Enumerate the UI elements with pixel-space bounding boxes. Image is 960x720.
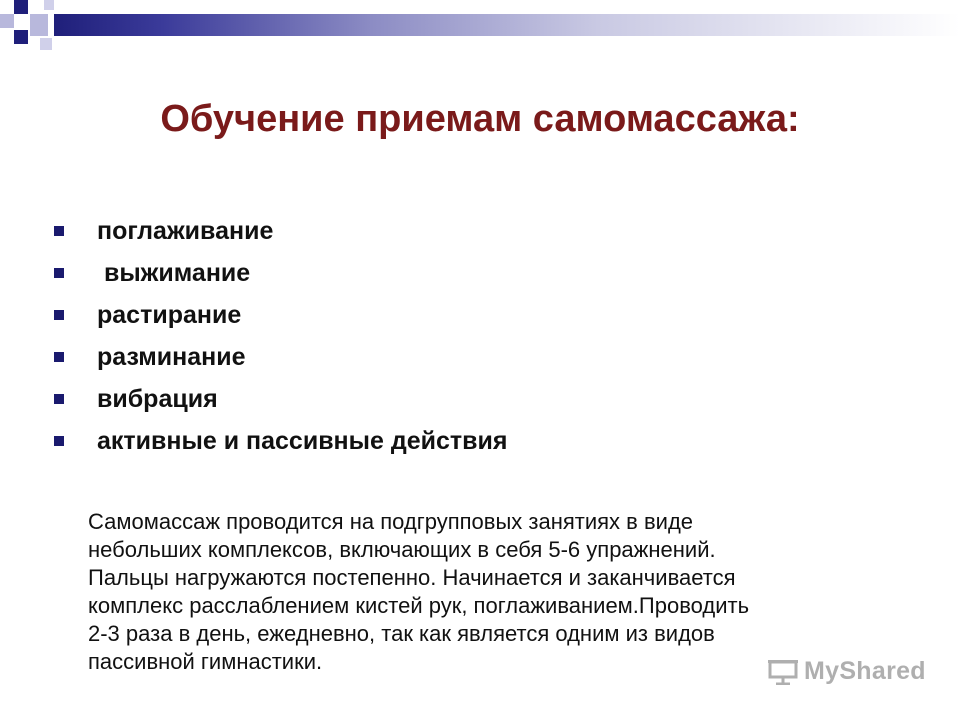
presentation-board-icon	[768, 659, 798, 685]
description-paragraph: Самомассаж проводится на подгрупповых занятиях в виде небольших комплексов, включающих в себя 5-6 упражнений. Пальцы нагружаются постепенно. Начинается и заканчивается комплекс расслаблением кистей рук, поглаживанием.Проводить 2-3 раза в день, ежедневно, так как является одним из видов пассивной гимнастики.	[88, 509, 750, 674]
square-bullet-icon	[54, 352, 64, 362]
bullet-text: активные и пассивные действия	[97, 426, 508, 455]
slide-title: Обучение приемам самомассажа:	[160, 98, 800, 140]
bullet-list	[54, 210, 507, 462]
list-item	[54, 210, 507, 252]
top-gradient-bar	[54, 14, 960, 36]
watermark	[768, 657, 926, 686]
list-item	[54, 420, 507, 462]
deco-square	[0, 14, 14, 28]
list-item	[54, 378, 507, 420]
square-bullet-icon	[54, 226, 64, 236]
watermark-text: MyShared	[804, 657, 926, 685]
list-item	[54, 252, 507, 294]
square-bullet-icon	[54, 310, 64, 320]
bullet-text: поглаживание	[97, 216, 274, 245]
list-item	[54, 294, 507, 336]
deco-square	[14, 0, 28, 14]
bullet-text: вибрация	[97, 384, 218, 413]
list-item	[54, 336, 507, 378]
deco-square	[40, 38, 52, 50]
deco-square	[44, 0, 54, 10]
square-bullet-icon	[54, 436, 64, 446]
deco-square	[14, 30, 28, 44]
bullet-text: выжимание	[97, 258, 251, 287]
bullet-text: разминание	[97, 342, 246, 371]
bullet-text: растирание	[97, 300, 242, 329]
square-bullet-icon	[54, 268, 64, 278]
square-bullet-icon	[54, 394, 64, 404]
deco-square	[30, 14, 48, 36]
